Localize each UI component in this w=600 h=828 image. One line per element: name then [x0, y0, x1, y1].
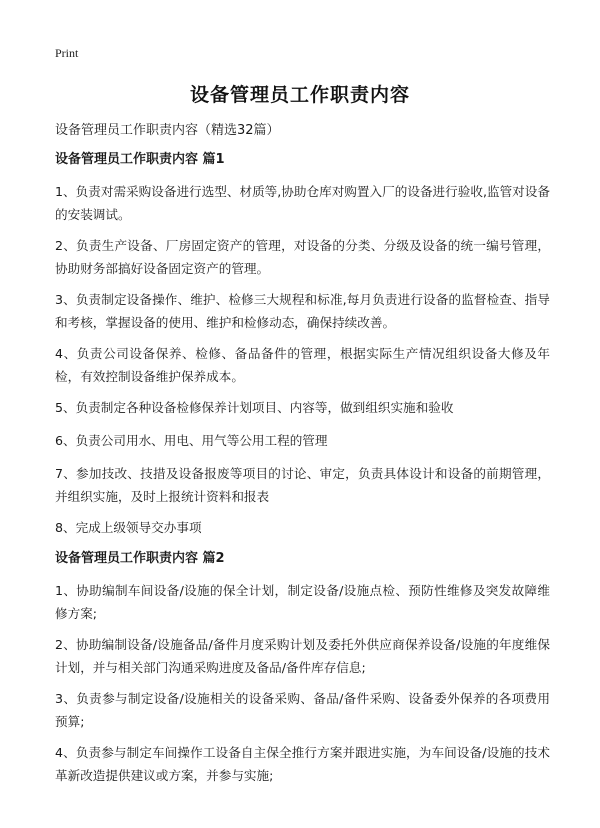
section-1-item-6: 6、负责公司用水、用电、用气等公用工程的管理 — [55, 433, 328, 448]
section-heading-1: 设备管理员工作职责内容 篇1 — [55, 152, 225, 167]
document-body — [55, 121, 550, 795]
section-2-item-4: 4、负责参与制定车间操作工设备自主保全推行方案并跟进实施，为车间设备/设施的技术革新改造提供建议或方案，并参与实施; — [55, 745, 550, 783]
section-1-item-4: 4、负责公司设备保养、检修、备品备件的管理，根据实际生产情况组织设备大修及年检，有效控制设备维护保养成本。 — [55, 346, 550, 384]
document-subtitle: 设备管理员工作职责内容（精选32篇） — [55, 123, 280, 138]
section-1-item-7: 7、参加技改、技措及设备报废等项目的讨论、审定，负责具体设计和设备的前期管理，并组织实施，及时上报统计资料和报表 — [55, 466, 550, 504]
section-1-item-5: 5、负责制定各种设备检修保养计划项目、内容等，做到组织实施和验收 — [55, 400, 454, 415]
section-2-item-1: 1、协助编制车间设备/设施的保全计划，制定设备/设施点检、预防性维修及突发故障维修方案; — [55, 583, 550, 621]
section-1-item-3: 3、负责制定设备操作、维护、检修三大规程和标准,每月负责进行设备的监督检查、指导和考核，掌握设备的使用、维护和检修动态，确保持续改善。 — [55, 292, 550, 330]
section-2-item-3: 3、负责参与制定设备/设施相关的设备采购、备品/备件采购、设备委外保养的各项费用预算; — [55, 691, 550, 729]
section-heading-2: 设备管理员工作职责内容 篇2 — [55, 551, 225, 566]
page-title: 设备管理员工作职责内容 — [189, 84, 410, 106]
section-1-item-8: 8、完成上级领导交办事项 — [55, 520, 202, 535]
section-2-item-2: 2、协助编制设备/设施备品/备件月度采购计划及委托外供应商保养设备/设施的年度维保计划，并与相关部门沟通采购进度及备品/备件库存信息; — [55, 637, 550, 675]
print-label: Print — [55, 46, 79, 60]
section-1-item-2: 2、负责生产设备、厂房固定资产的管理，对设备的分类、分级及设备的统一编号管理，协助财务部搞好设备固定资产的管理。 — [55, 238, 550, 276]
section-1-item-1: 1、负责对需采购设备进行选型、材质等,协助仓库对购置入厂的设备进行验收,监管对设备的安装调试。 — [55, 184, 550, 222]
